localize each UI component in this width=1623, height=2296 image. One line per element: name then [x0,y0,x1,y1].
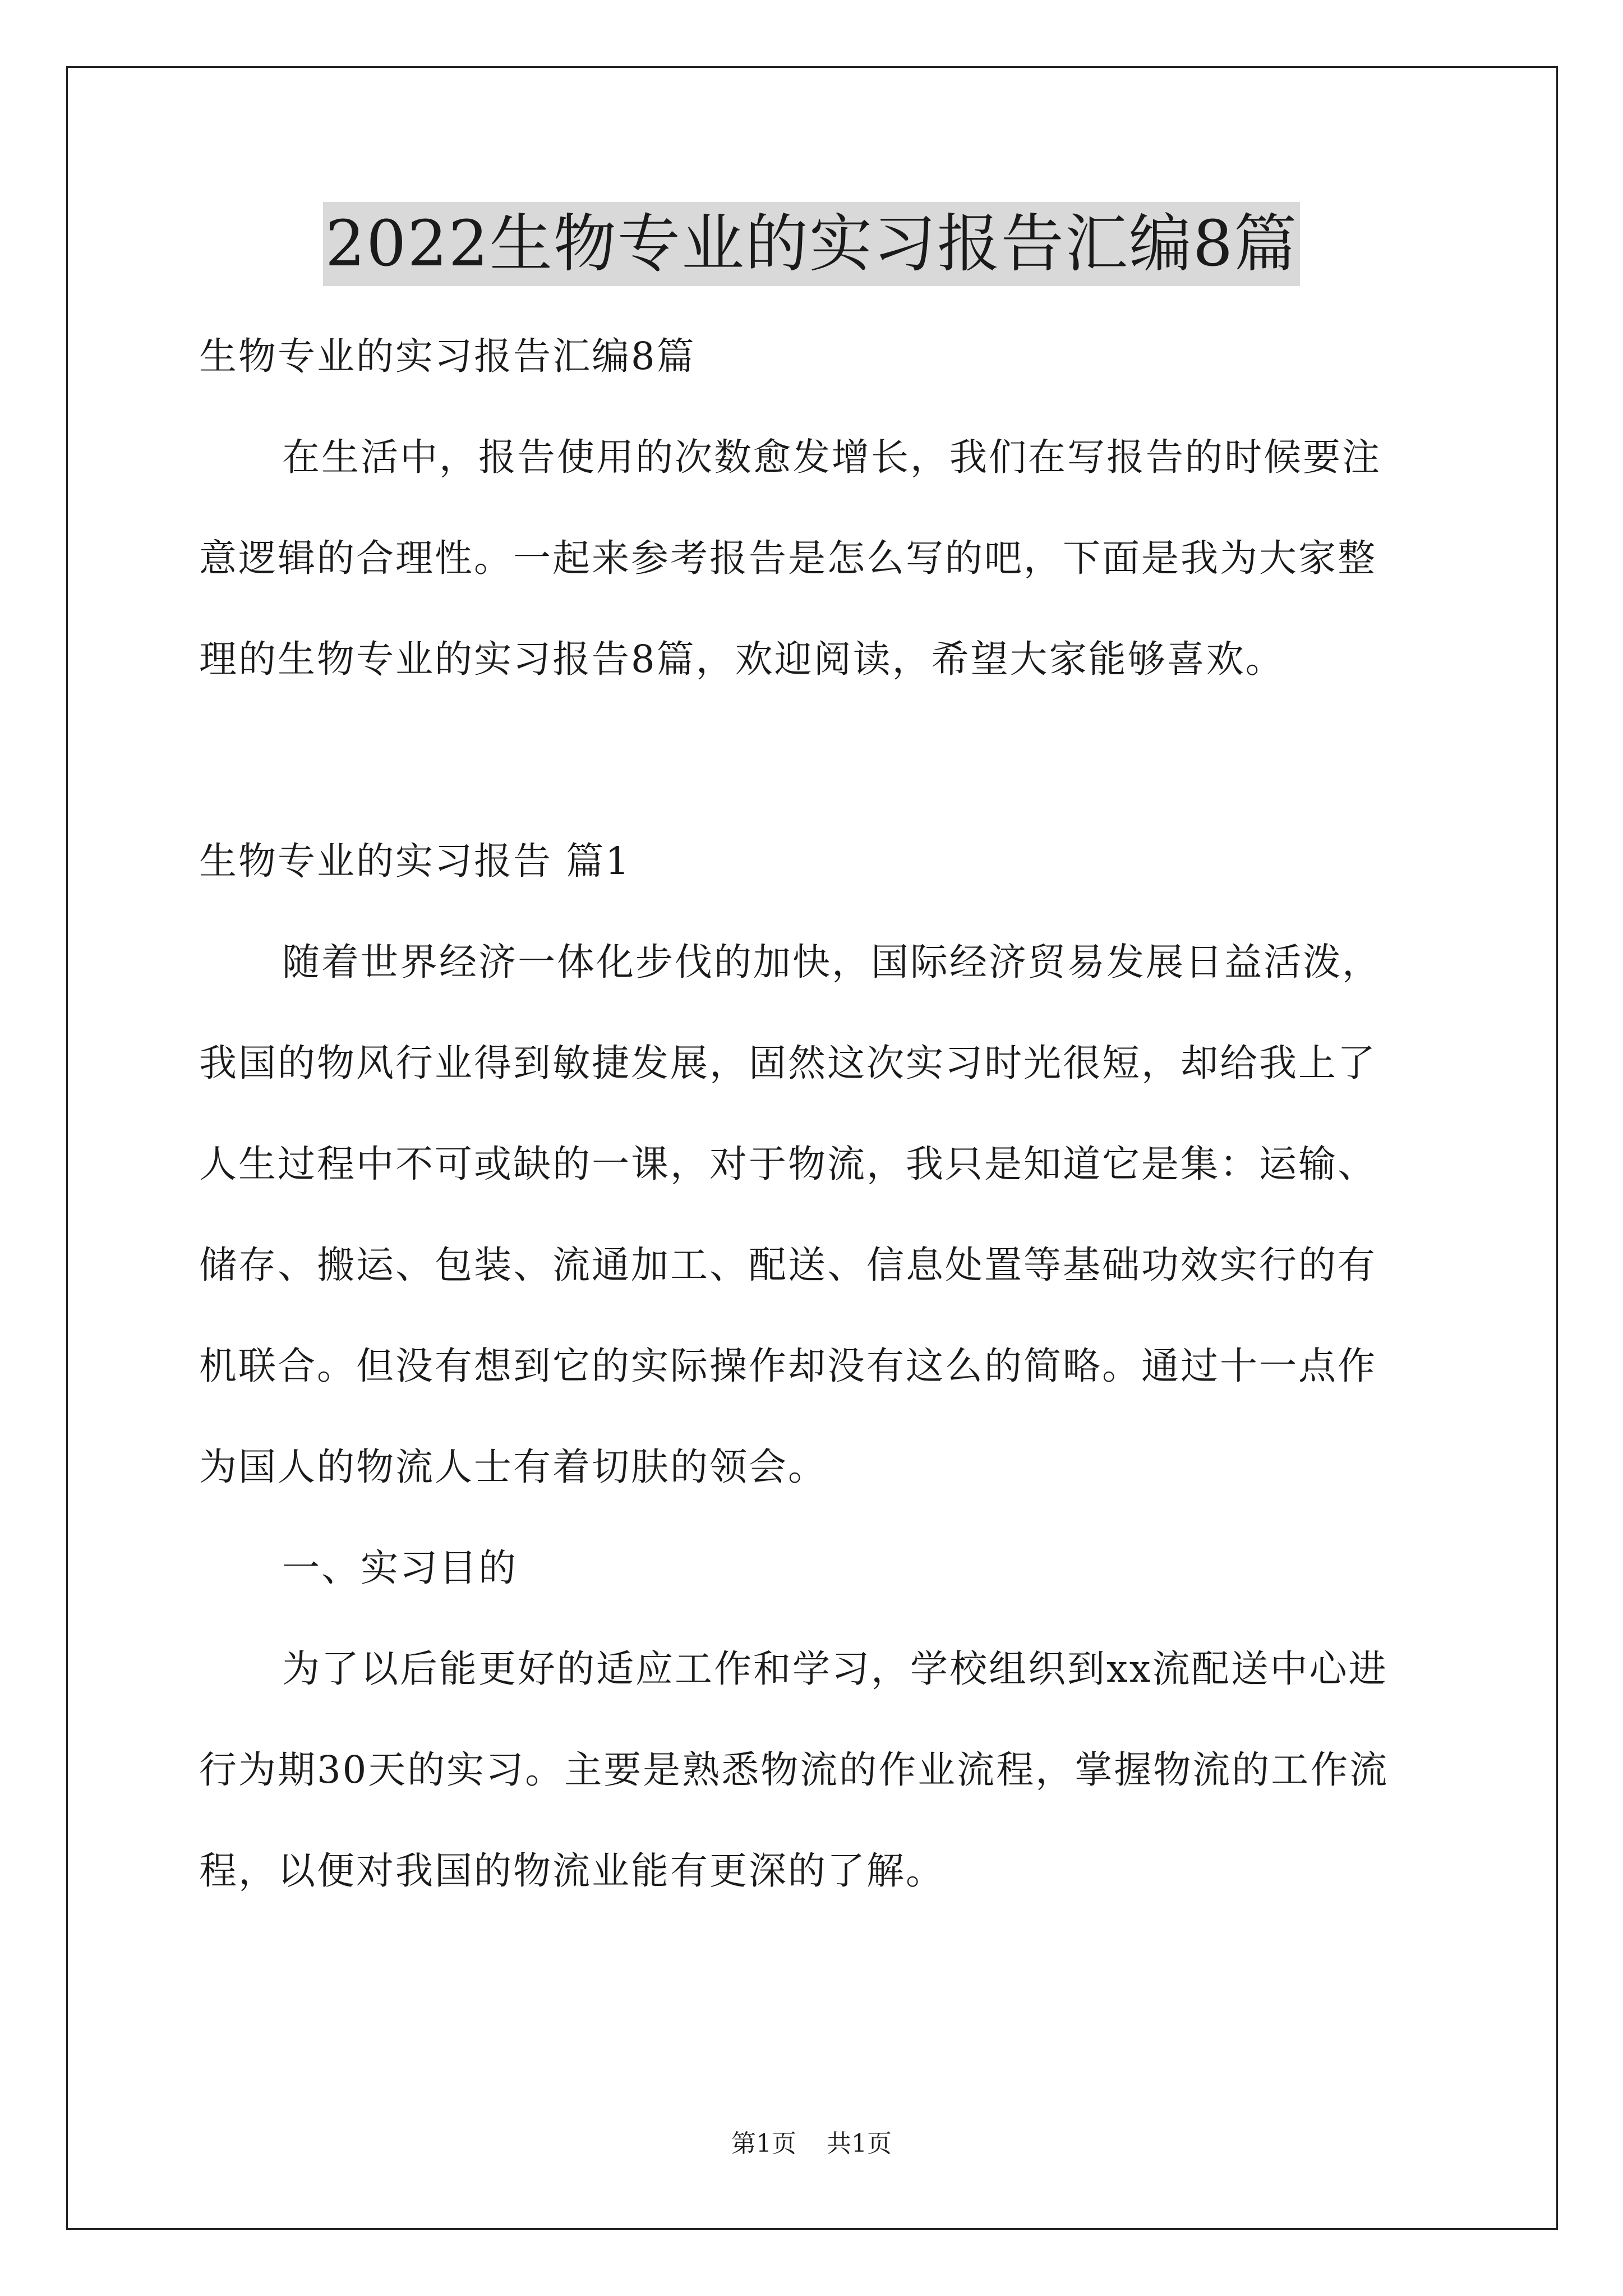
title-wrap [0,202,1623,286]
text-line: 为了以后能更好的适应工作和学习，学校组织到xx流配送中心进 [282,1647,1388,1691]
text-line: 我国的物风行业得到敏捷发展，固然这次实习时光很短，却给我上了 [199,1041,1377,1085]
text-line: 理的生物专业的实习报告8篇，欢迎阅读，希望大家能够喜欢。 [199,637,1285,681]
text-line: 一、实习目的 [282,1546,518,1590]
page-number: 第1页 [731,2129,796,2158]
page-footer [0,2123,1623,2159]
paragraph-spacer [199,710,1433,811]
text-line: 在生活中，报告使用的次数愈发增长，我们在写报告的时候要注 [282,435,1381,479]
text-line: 随着世界经济一体化步伐的加快，国际经济贸易发展日益活泼， [282,940,1381,984]
text-line: 程，以便对我国的物流业能有更深的了解。 [199,1849,945,1893]
document-body [199,306,1433,1921]
text-line: 生物专业的实习报告汇编8篇 [199,334,696,378]
text-line: 为国人的物流人士有着切肤的领会。 [199,1445,827,1489]
page-total: 共1页 [827,2129,892,2158]
text-line: 行为期30天的实习。主要是熟悉物流的作业流程，掌握物流的工作流 [199,1748,1389,1792]
text-line: 生物专业的实习报告 篇1 [199,839,631,883]
text-line: 人生过程中不可或缺的一课，对于物流，我只是知道它是集：运输、 [199,1142,1377,1186]
document-title: 2022生物专业的实习报告汇编8篇 [323,202,1300,286]
text-line: 机联合。但没有想到它的实际操作却没有这么的简略。通过十一点作 [199,1344,1377,1388]
text-line: 储存、搬运、包装、流通加工、配送、信息处置等基础功效实行的有 [199,1243,1377,1287]
text-line: 意逻辑的合理性。一起来参考报告是怎么写的吧，下面是我为大家整 [199,536,1377,580]
